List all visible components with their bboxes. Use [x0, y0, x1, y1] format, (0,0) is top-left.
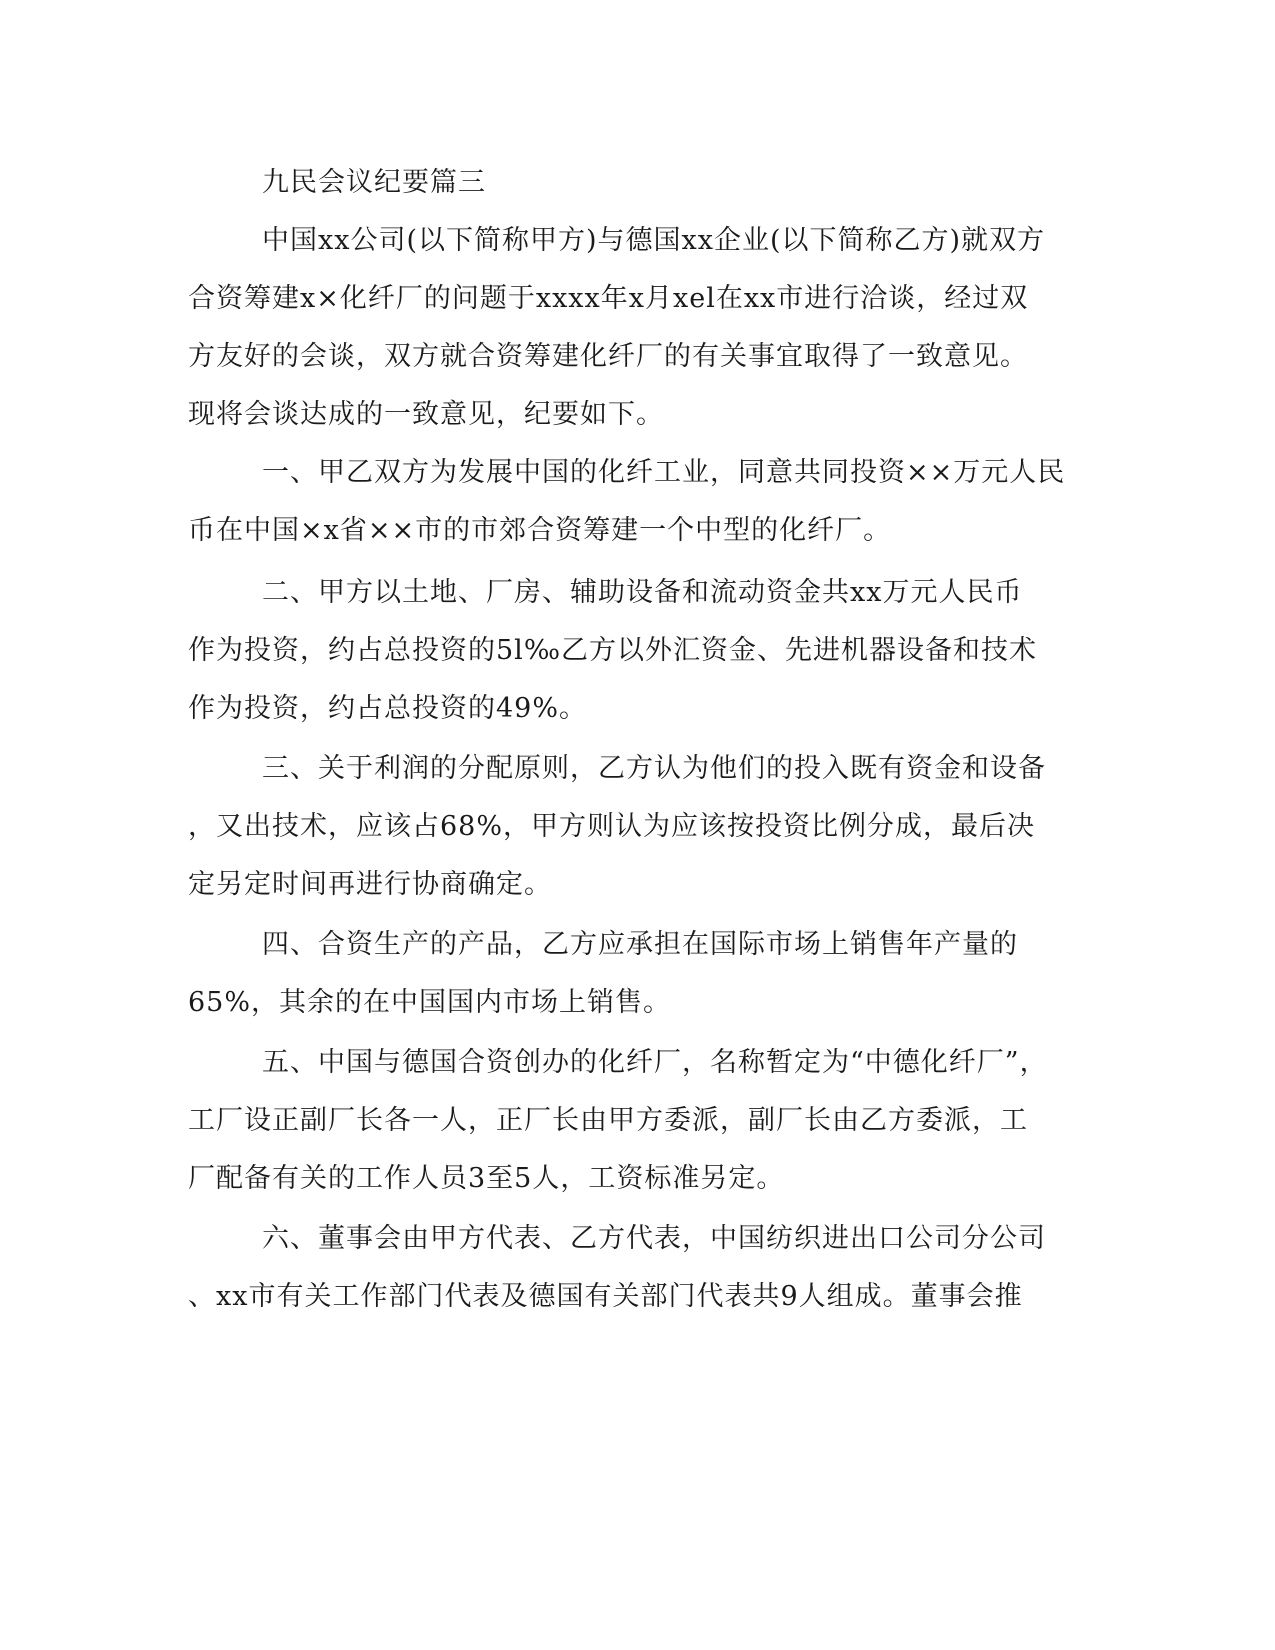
paragraph-line: 二、甲方以土地、厂房、辅助设备和流动资金共xx万元人民币 [262, 577, 1023, 608]
document-title: 九民会议纪要篇三 [262, 167, 486, 198]
paragraph-line: 65%，其余的在中国国内市场上销售。 [188, 987, 672, 1018]
paragraph-line: 工厂设正副厂长各一人，正厂长由甲方委派，副厂长由乙方委派，工 [188, 1105, 1028, 1136]
paragraph-line: 厂配备有关的工作人员3至5人，工资标准另定。 [188, 1163, 785, 1194]
paragraph-line: 作为投资，约占总投资的5l‰乙方以外汇资金、先进机器设备和技术 [188, 635, 1038, 666]
paragraph-line: 合资筹建x×化纤厂的问题于xxxx年x月xel在xx市进行洽谈，经过双 [188, 283, 1029, 314]
paragraph-line: 三、关于利润的分配原则，乙方认为他们的投入既有资金和设备 [262, 753, 1046, 784]
paragraph-line: 现将会谈达成的一致意见，纪要如下。 [188, 399, 664, 430]
paragraph-line: 、xx市有关工作部门代表及德国有关部门代表共9人组成。董事会推 [188, 1281, 1023, 1312]
paragraph-line: 作为投资，约占总投资的49%。 [188, 693, 588, 724]
paragraph-line: 四、合资生产的产品，乙方应承担在国际市场上销售年产量的 [262, 929, 1018, 960]
paragraph-line: 一、甲乙双方为发展中国的化纤工业，同意共同投资××万元人民 [262, 457, 1066, 488]
paragraph-line: 定另定时间再进行协商确定。 [188, 869, 552, 900]
paragraph-line: 五、中国与德国合资创办的化纤厂，名称暂定为“中德化纤厂”， [262, 1047, 1048, 1078]
paragraph-line: 币在中国×x省××市的市郊合资筹建一个中型的化纤厂。 [188, 515, 892, 546]
paragraph-line: 中国xx公司(以下简称甲方)与德国xx企业(以下简称乙方)就双方 [262, 225, 1046, 256]
paragraph-line: ，又出技术，应该占68%，甲方则认为应该按投资比例分成，最后决 [188, 811, 1036, 842]
paragraph-line: 方友好的会谈，双方就合资筹建化纤厂的有关事宜取得了一致意见。 [188, 341, 1028, 372]
paragraph-line: 六、董事会由甲方代表、乙方代表，中国纺织进出口公司分公司 [262, 1223, 1046, 1254]
